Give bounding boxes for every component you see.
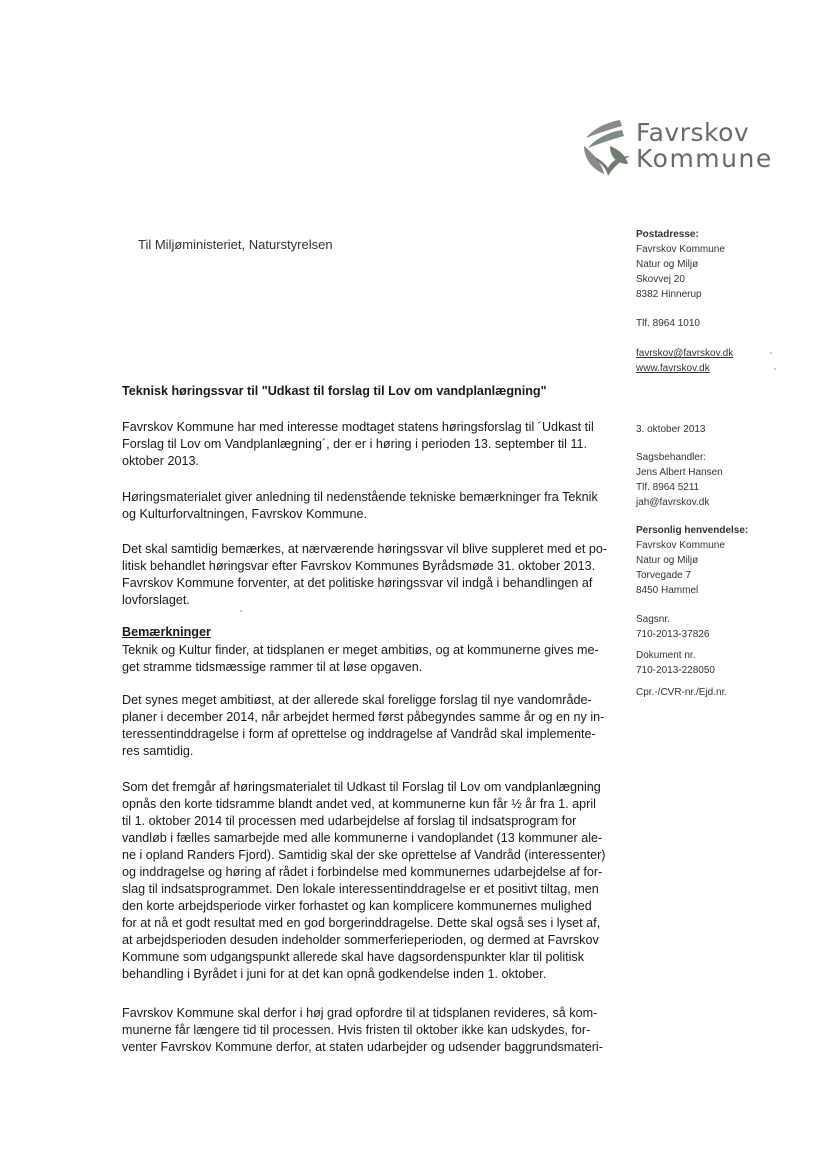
- postadresse-label: Postadresse:: [636, 229, 699, 240]
- paragraph-2: [122, 489, 602, 523]
- text-line: vandløb i fælles samarbejde med alle kommunerne i vandoplandet (13 kommuner ale-: [122, 831, 603, 845]
- text-line: ne i opland Randers Fjord). Samtidig skal der ske oprettelse af Vandråd (interessenter): [122, 848, 606, 862]
- cpr-label: Cpr.-/CVR-nr./Ejd.nr.: [636, 687, 728, 698]
- text-line: teressentinddragelse i form af oprettelse og inddragelse af Vandråd skal implemente-: [122, 727, 596, 741]
- sagsbehandler-line: Tlf. 8964 5211: [636, 482, 700, 493]
- text-line: og Kulturforvaltningen, Favrskov Kommune.: [122, 507, 367, 521]
- text-line: Favrskov Kommune forventer, at det politiske høringssvar vil indgå i behandlingen af: [122, 576, 593, 590]
- web-link[interactable]: www.favrskov.dk: [636, 363, 710, 374]
- personlig-line: Favrskov Kommune: [636, 540, 725, 551]
- text-line: Høringsmaterialet giver anledning til nedenstående tekniske bemærkninger fra Teknik: [122, 490, 598, 504]
- postadresse-line: Skovvej 20: [636, 274, 685, 285]
- personlig-label: Personlig henvendelse:: [636, 525, 749, 536]
- text-line: Det skal samtidig bemærkes, at nærværende høringssvar vil blive suppleret med et po-: [122, 542, 608, 556]
- sagsbehandler-line: jah@favrskov.dk: [636, 497, 710, 508]
- text-line: den korte arbejdsperiode virker forhastet og kan komplicere kommunernes mulighed: [122, 899, 592, 913]
- paragraph-4: [122, 642, 602, 676]
- logo-text-favrskov: Favrskov: [636, 118, 750, 147]
- scan-speck: [240, 610, 242, 612]
- text-line: Det synes meget ambitiøst, at der allerede skal foreligge forslag til nye vandområde-: [122, 693, 592, 707]
- paragraph-7: [122, 1005, 602, 1056]
- text-line: Teknik og Kultur finder, at tidsplanen er meget ambitiøs, og at kommunerne gives me-: [122, 643, 599, 657]
- dokument-label: Dokument nr.: [636, 650, 696, 661]
- text-line: til 1. oktober 2014 til processen med udarbejdelse af forslag til indsatsprogram for: [122, 814, 577, 828]
- favrskov-logo: [580, 116, 773, 178]
- text-line: behandling i Byrådet i juni for at det kan opnå godkendelse inden 1. oktober.: [122, 967, 547, 981]
- email-link[interactable]: favrskov@favrskov.dk: [636, 348, 734, 359]
- logo-text-kommune: Kommune: [636, 144, 773, 173]
- sagsnr-value: 710-2013-37826: [636, 629, 710, 640]
- sagsbehandler-line: Jens Albert Hansen: [636, 467, 723, 478]
- paragraph-6: [122, 779, 606, 983]
- text-line: munerne får længere tid til processen. Hvis fristen til oktober ikke kan udskydes, for-: [122, 1023, 591, 1037]
- text-line: Kommune som udgangspunkt allerede skal have dagsordenspunkter klar til politisk: [122, 950, 585, 964]
- text-line: res samtidig.: [122, 744, 194, 758]
- text-line: Forslag til Lov om Vandplanlægning´, der er i høring i perioden 13. september til 11.: [122, 437, 588, 451]
- text-line: at arbejdsperioden desuden indeholder sommerferieperioden, og dermed at Favrskov: [122, 933, 599, 947]
- dokument-value: 710-2013-228050: [636, 665, 715, 676]
- sagsbehandler-label: Sagsbehandler:: [636, 452, 707, 463]
- text-line: for at nå et godt resultat med en god borgerinddragelse. Dette skal også ses i lyset af,: [122, 916, 601, 930]
- text-line: planer i december 2014, når arbejdet hermed først påbegyndes samme år og en ny in-: [122, 710, 605, 724]
- personlig-line: Natur og Miljø: [636, 555, 699, 566]
- letter-heading: Teknisk høringssvar til "Udkast til forslag til Lov om vandplanlægning": [122, 384, 547, 398]
- section-heading-bemaerkninger: Bemærkninger: [122, 625, 211, 639]
- text-line: Favrskov Kommune har med interesse modtaget statens høringsforslag til ´Udkast til: [122, 420, 594, 434]
- postadresse-line: Favrskov Kommune: [636, 244, 725, 255]
- scan-speck: [770, 352, 772, 354]
- text-line: litisk behandlet høringsvar efter Favrskov Kommunes Byrådsmøde 31. oktober 2013.: [122, 559, 596, 573]
- text-line: venter Favrskov Kommune derfor, at staten udarbejder og udsender baggrundsmateri-: [122, 1040, 603, 1054]
- text-line: Favrskov Kommune skal derfor i høj grad opfordre til at tidsplanen revideres, så kom-: [122, 1006, 598, 1020]
- postadresse-line: Natur og Miljø: [636, 259, 699, 270]
- favrskov-leaf-logo-icon: [580, 116, 632, 178]
- text-line: og inddragelse og høring af rådet i forbindelse med kommunernes udarbejdelse af for-: [122, 865, 603, 879]
- text-line: slag til indsatsprogrammet. Den lokale interessentinddragelse er et positivt tiltag, men: [122, 882, 599, 896]
- paragraph-1: [122, 419, 602, 470]
- text-line: get stramme tidsmæssige rammer til at løse opgaven.: [122, 660, 423, 674]
- text-line: oktober 2013.: [122, 454, 200, 468]
- letter-date: 3. oktober 2013: [636, 424, 706, 435]
- personlig-line: Torvegade 7: [636, 570, 692, 581]
- sagsnr-label: Sagsnr.: [636, 614, 670, 625]
- postadresse-line: 8382 Hinnerup: [636, 289, 702, 300]
- paragraph-5: [122, 692, 605, 760]
- text-line: Som det fremgår af høringsmaterialet til Udkast til Forslag til Lov om vandplanlægning: [122, 780, 601, 794]
- recipient-line: Til Miljøministeriet, Naturstyrelsen: [138, 237, 333, 252]
- text-line: opnås den korte tidsramme blandt andet ved, at kommunerne kun får ½ år fra 1. april: [122, 797, 596, 811]
- personlig-line: 8450 Hammel: [636, 585, 699, 596]
- text-line: lovforslaget.: [122, 593, 190, 607]
- phone-number: Tlf. 8964 1010: [636, 318, 700, 329]
- scan-speck: [774, 368, 776, 370]
- paragraph-3: [122, 541, 608, 609]
